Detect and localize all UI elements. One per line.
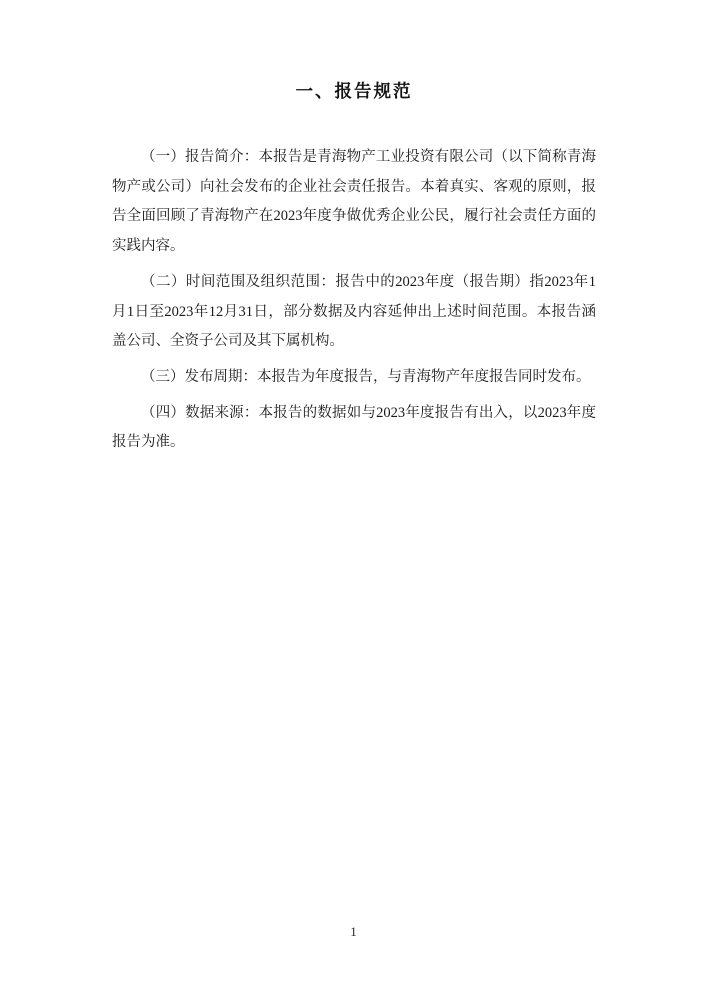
- paragraph-data-source: （四）数据来源：本报告的数据如与2023年度报告有出入，以2023年度报告为准。: [112, 404, 596, 451]
- page-title: 一、报告规范: [295, 81, 413, 101]
- page-content: [112, 78, 596, 464]
- paragraph-publish-cycle: （三）发布周期：本报告为年度报告，与青海物产年度报告同时发布。: [141, 369, 591, 386]
- paragraph-report-intro: （一）报告简介：本报告是青海物产工业投资有限公司（以下简称青海物产或公司）向社会发布的企业社会责任报告。本着真实、客观的原则，报告全面回顾了青海物产在2023年度争做优秀企业公民，履行社会责任方面的实践内容。: [112, 149, 596, 255]
- paragraph-time-and-scope: （二）时间范围及组织范围：报告中的2023年度（报告期）指2023年1月1日至2023年12月31日，部分数据及内容延伸出上述时间范围。本报告涵盖公司、全资子公司及其下属机构。: [112, 273, 596, 350]
- page-number: 1: [350, 925, 357, 939]
